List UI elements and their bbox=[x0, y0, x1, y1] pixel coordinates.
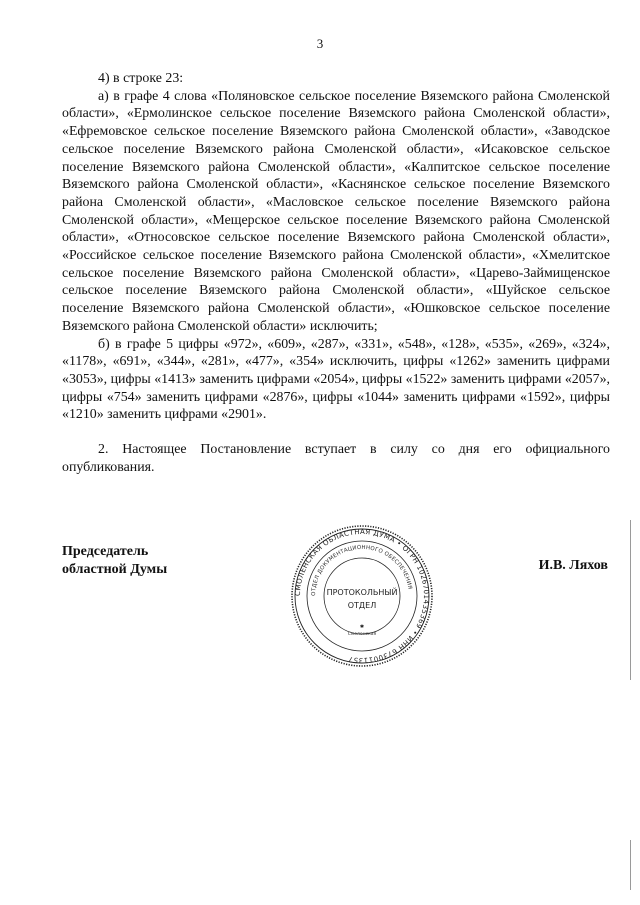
stamp-center-line1: ПРОТОКОЛЬНЫЙ bbox=[326, 588, 398, 597]
paragraph-item-4: 4) в строке 23: bbox=[98, 71, 184, 86]
signatory-title-line1: Председатель bbox=[62, 544, 149, 559]
margin-scan-mark bbox=[630, 840, 631, 890]
paragraph-effective-date: 2. Настоящее Постановление вступает в силу со дня его официального опубликования. bbox=[62, 442, 610, 475]
paragraph-subitem-b: б) в графе 5 цифры «972», «609», «287», «331», «548», «128», «535», «269», «324», «1178», «691», «344», «281», «477», «354» исключить, цифры «1262» заменить цифрами «3053», цифры «1413» заменить цифрами «2054», цифры «1522» заменить цифрами «2057», цифры «754» заменить цифрами «2876», цифры «1044» заменить цифрами «1592», цифры «1210» заменить цифрами «2901». bbox=[62, 336, 610, 423]
document-body bbox=[62, 70, 610, 476]
margin-scan-mark bbox=[630, 520, 631, 680]
signatory-title bbox=[62, 543, 167, 579]
official-stamp bbox=[290, 524, 434, 668]
page-number: 3 bbox=[316, 36, 324, 51]
stamp-center-line2: ОТДЕЛ bbox=[347, 601, 377, 610]
signatory-title-line2: областной Думы bbox=[62, 562, 168, 577]
stamp-side-text: Смоленская bbox=[347, 632, 377, 637]
stamp-inner-text: ОТДЕЛ ДОКУМЕНТАЦИОННОГО ОБЕСПЕЧЕНИЯ bbox=[310, 544, 413, 597]
paragraph-subitem-a: а) в графе 4 слова «Поляновское сельское поселение Вяземского района Смоленской области», «Ермолинское сельское поселение Вяземского района Смоленской области», «Ефремовское сельское поселение Вяземского района Смоленской области», «Заводское сельское поселение Вяземского района Смоленской области», «Исаковское сельское поселение Вяземского района Смоленской области», «Калпитское сельское поселение Вяземского района Смоленской области», «Каснянское сельское поселение Вяземского района Смоленской области», «Масловское сельское поселение Вяземского района Смоленской области», «Мещерское сельское поселение Вяземского района Смоленской области», «Относовское сельское поселение Вяземского района Смоленской области», «Российское сельское поселение Вяземского района Смоленской области», «Хмелитское сельское поселение Вяземского района Смоленской области», «Царево-Займищенское сельское поселение Вяземского района Смоленской области», «Шуйское сельское поселение Вяземского района Смоленской области», «Юшковское сельское поселение Вяземского района Смоленской области» исключить; bbox=[62, 88, 610, 334]
signatory-name: И.В. Ляхов bbox=[538, 558, 608, 573]
stamp-outer-text: СМОЛЕНСКАЯ ОБЛАСТНАЯ ДУМА • ОГРН 1026701435369 • ИНН 6730011357 bbox=[293, 527, 431, 665]
stamp-star-icon: ✱ bbox=[359, 624, 365, 630]
